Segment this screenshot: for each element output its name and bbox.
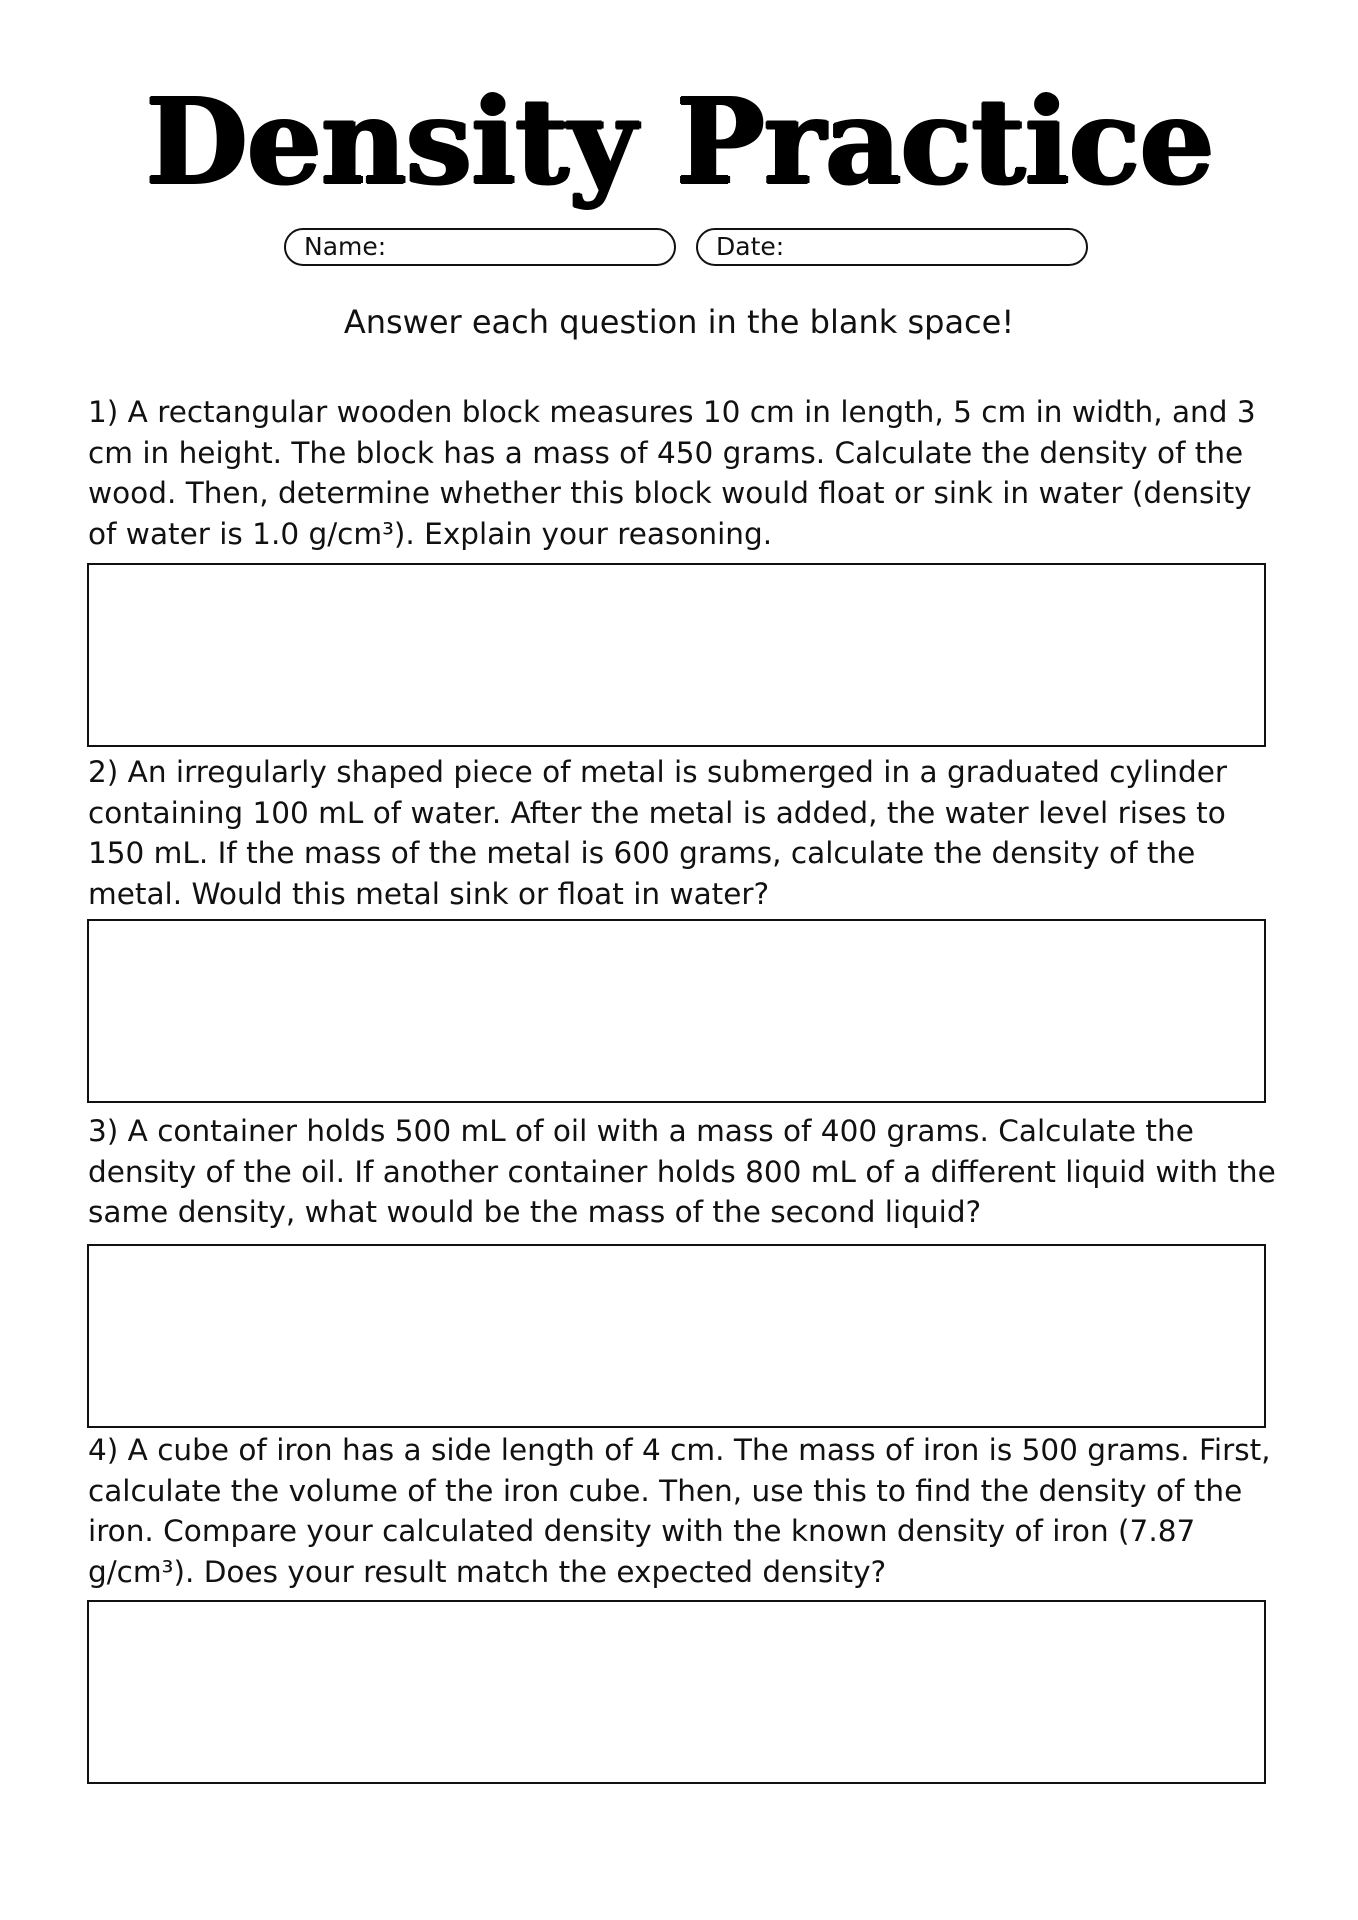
name-label: Name: (304, 232, 387, 261)
date-field[interactable] (696, 228, 1088, 266)
question-3-answer-box[interactable] (87, 1244, 1266, 1428)
question-3-text: 3) A container holds 500 mL of oil with a mass of 400 grams. Calculate the density of the oil. If another container holds 800 mL of a different liquid with the same density, what would be the mass of the second liquid? (88, 1114, 1276, 1229)
question-1-answer-box[interactable] (87, 563, 1266, 747)
question-4-text: 4) A cube of iron has a side length of 4 cm. The mass of iron is 500 grams. First, calculate the volume of the iron cube. Then, use this to find the density of the iron. Compare your calculated density with the known density of iron (7.87 g/cm³). Does your result match the expected density? (88, 1433, 1271, 1589)
name-field[interactable] (284, 228, 676, 266)
question-2-answer-box[interactable] (87, 919, 1266, 1103)
question-1-text: 1) A rectangular wooden block measures 10 cm in length, 5 cm in width, and 3 cm in height. The block has a mass of 450 grams. Calculate the density of the wood. Then, determine whether this block would float or sink in water (density of water is 1.0 g/cm³). Explain your reasoning. (88, 395, 1256, 551)
question-2-text: 2) An irregularly shaped piece of metal is submerged in a graduated cylinder containing 100 mL of water. After the metal is added, the water level rises to 150 mL. If the mass of the metal is 600 grams, calculate the density of the metal. Would this metal sink or float in water? (88, 755, 1228, 911)
date-label: Date: (716, 232, 785, 261)
instructions-text: Answer each question in the blank space! (343, 303, 1015, 341)
question-4-answer-box[interactable] (87, 1600, 1266, 1784)
page-title: Density Practice (144, 72, 1214, 211)
